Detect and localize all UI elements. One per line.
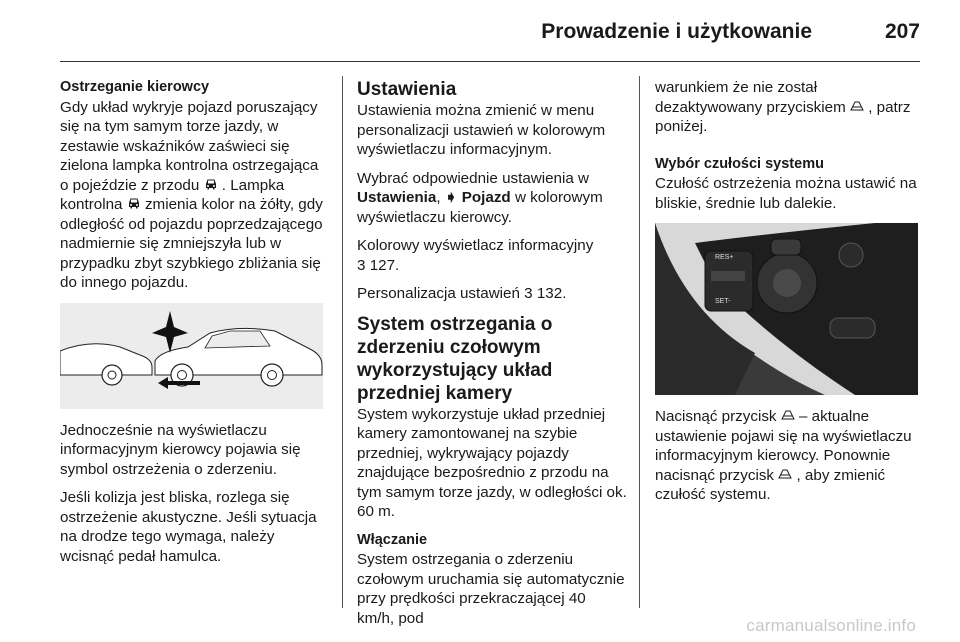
paragraph: System wykorzystuje układ przedniej kamery zamontowanej na szybie przedniej, wykrywający pojazdy znajdujące bezpośrednio z przodu na tym samym torze jazdy, w odległości ok. 60 m. bbox=[357, 405, 627, 520]
paragraph: Czułość ostrzeżenia można ustawić na bliskie, średnie lub dalekie. bbox=[655, 175, 917, 212]
section-heading: System ostrzegania o zderzeniu czołowym wykorzystujący układ przedniej kamery bbox=[357, 313, 553, 404]
page-reference-icon: 3 bbox=[357, 256, 366, 274]
column-1 bbox=[60, 78, 330, 566]
car-front-icon bbox=[127, 196, 145, 213]
sub-heading: Wybór czułości systemu bbox=[655, 155, 824, 172]
paragraph: warunkiem że nie został dezaktywowany przyciskiem , patrz poniżej. bbox=[655, 79, 911, 135]
header-title: Prowadzenie i użytkowanie bbox=[541, 20, 812, 43]
column-3 bbox=[655, 78, 920, 505]
set-button-label: SET- bbox=[715, 298, 731, 305]
collision-sensitivity-icon bbox=[778, 467, 796, 484]
column-divider bbox=[639, 76, 640, 608]
res-button-label: RES+ bbox=[715, 254, 734, 261]
column-divider bbox=[342, 76, 343, 608]
section-heading: Ustawienia bbox=[357, 79, 457, 100]
paragraph: Jednocześnie na wyświetlaczu informacyjnym kierowcy pojawia się symbol ostrzeżenia o zderzeniu. bbox=[60, 421, 301, 478]
watermark: carmanualsonline.info bbox=[746, 616, 916, 635]
paragraph: System ostrzegania o zderzeniu czołowym uruchamia się automatycznie przy prędkości przekraczającej 40 km/h, pod bbox=[357, 551, 625, 627]
collision-warning-illustration bbox=[60, 303, 323, 409]
paragraph: Gdy układ wykryje pojazd poruszający się na tym samym torze jazdy, w zestawie wskaźników zaświeci się zielona lampka kontrolna ostrzegająca o pojeździe z przodu . Lampka kontrolna zmienia kolor na żółty, gdy odległość od pojazdu poprzedzającego nadmiernie się zmniejszyła lub w przypadku zbyt szybkiego zbliżania się do innego pojazdu. bbox=[60, 98, 323, 291]
section-heading: Ostrzeganie kierowcy bbox=[60, 79, 210, 95]
collision-sensitivity-icon bbox=[781, 408, 799, 425]
paragraph: Kolorowy wyświetlacz informacyjny 3 127. bbox=[357, 237, 594, 274]
steering-wheel-buttons-illustration bbox=[655, 223, 918, 395]
page-number: 207 bbox=[884, 20, 920, 43]
column-2 bbox=[357, 78, 627, 628]
car-front-icon bbox=[204, 177, 222, 194]
collision-sensitivity-icon bbox=[850, 99, 868, 116]
sub-heading: Włączanie bbox=[357, 531, 428, 548]
paragraph: Personalizacja ustawień 3 132. bbox=[357, 285, 567, 302]
page-reference-icon: 3 bbox=[524, 285, 533, 302]
paragraph: Wybrać odpowiednie ustawienia w Ustawienia, ➧ Pojazd w kolorowym wyświetlaczu kierowcy. bbox=[357, 169, 603, 226]
paragraph: Ustawienia można zmienić w menu personalizacji ustawień w kolorowym wyświetlaczu informacyjnym. bbox=[357, 102, 606, 158]
menu-arrow-icon: ➧ bbox=[444, 189, 458, 206]
header-rule bbox=[60, 61, 920, 62]
paragraph: Nacisnąć przycisk – aktualne ustawienie pojawi się na wyświetlaczu informacyjnym kierowcy. Ponownie nacisnąć przycisk , aby zmienić czułość systemu. bbox=[655, 408, 912, 503]
paragraph: Jeśli kolizja jest bliska, rozlega się ostrzeżenie akustyczne. Jeśli sytuacja na drodze tego wymaga, należy wcisnąć pedał hamulca. bbox=[60, 489, 317, 565]
